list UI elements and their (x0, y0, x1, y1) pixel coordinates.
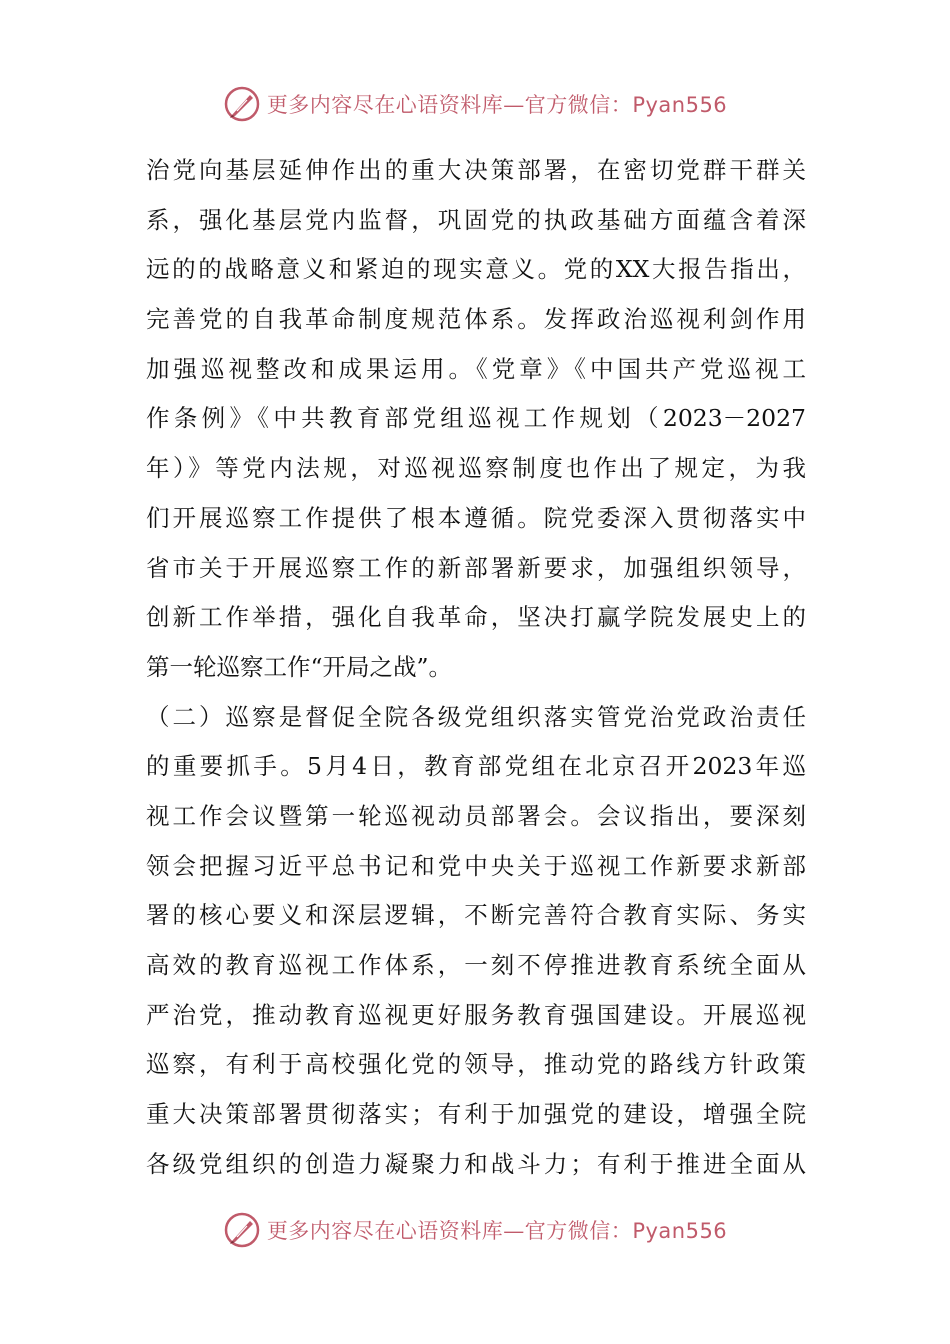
body-line: 们开展巡察工作提供了根本遵循。院党委深入贯彻落实中 (146, 503, 806, 532)
body-line: 加强巡视整改和成果运用。《党章》《中国共产党巡视工 (146, 354, 806, 383)
body-line: 视工作会议暨第一轮巡视动员部署会。会议指出，要深刻 (146, 801, 806, 830)
body-line: （二）巡察是督促全院各级党组织落实管党治党政治责任 (146, 702, 806, 731)
body-line: 远的的战略意义和紧迫的现实意义。党的XX大报告指出， (146, 255, 806, 284)
pen-logo-icon (223, 85, 261, 123)
header-wechat-id: Pyan556 (632, 93, 728, 117)
body-line: 重大决策部署贯彻落实；有利于加强党的建设，增强全院 (146, 1100, 806, 1129)
body-line: 治党向基层延伸作出的重大决策部署，在密切党群干群关 (146, 156, 806, 184)
body-line: 省市关于开展巡察工作的新部署新要求，加强组织领导， (146, 553, 806, 582)
body-line: 严治党，推动教育巡视更好服务教育强国建设。开展巡视 (146, 1000, 806, 1029)
body-line: 作条例》《中共教育部党组巡视工作规划（2023－2027 (146, 404, 806, 433)
document-body (146, 146, 806, 1189)
body-line: 完善党的自我革命制度规范体系。发挥政治巡视利剑作用 (146, 305, 806, 334)
body-line: 第一轮巡察工作“开局之战”。 (146, 652, 453, 681)
body-line: 领会把握习近平总书记和党中央关于巡视工作新要求新部 (146, 851, 806, 880)
body-line: 创新工作举措，强化自我革命，坚决打赢学院发展史上的 (146, 603, 806, 632)
body-line: 年）》等党内法规，对巡视巡察制度也作出了规定，为我 (146, 454, 806, 483)
body-line: 系，强化基层党内监督，巩固党的执政基础方面蕴含着深 (146, 205, 806, 234)
footer-wechat-id: Pyan556 (632, 1219, 728, 1243)
body-line: 署的核心要义和深层逻辑，不断完善符合教育实际、务实 (146, 901, 806, 930)
header-brand-text: 更多内容尽在心语资料库—官方微信： (266, 93, 633, 117)
header-banner (0, 84, 950, 124)
body-line: 巡察，有利于高校强化党的领导，推动党的路线方针政策 (146, 1050, 806, 1079)
body-line: 各级党组织的创造力凝聚力和战斗力；有利于推进全面从 (146, 1149, 806, 1178)
body-line: 的重要抓手。5月4日，教育部党组在北京召开2023年巡 (146, 752, 806, 781)
body-line: 高效的教育巡视工作体系，一刻不停推进教育系统全面从 (146, 951, 806, 979)
footer-banner (0, 1210, 950, 1250)
pen-logo-icon (223, 1211, 261, 1249)
footer-brand-text: 更多内容尽在心语资料库—官方微信： (266, 1219, 633, 1243)
